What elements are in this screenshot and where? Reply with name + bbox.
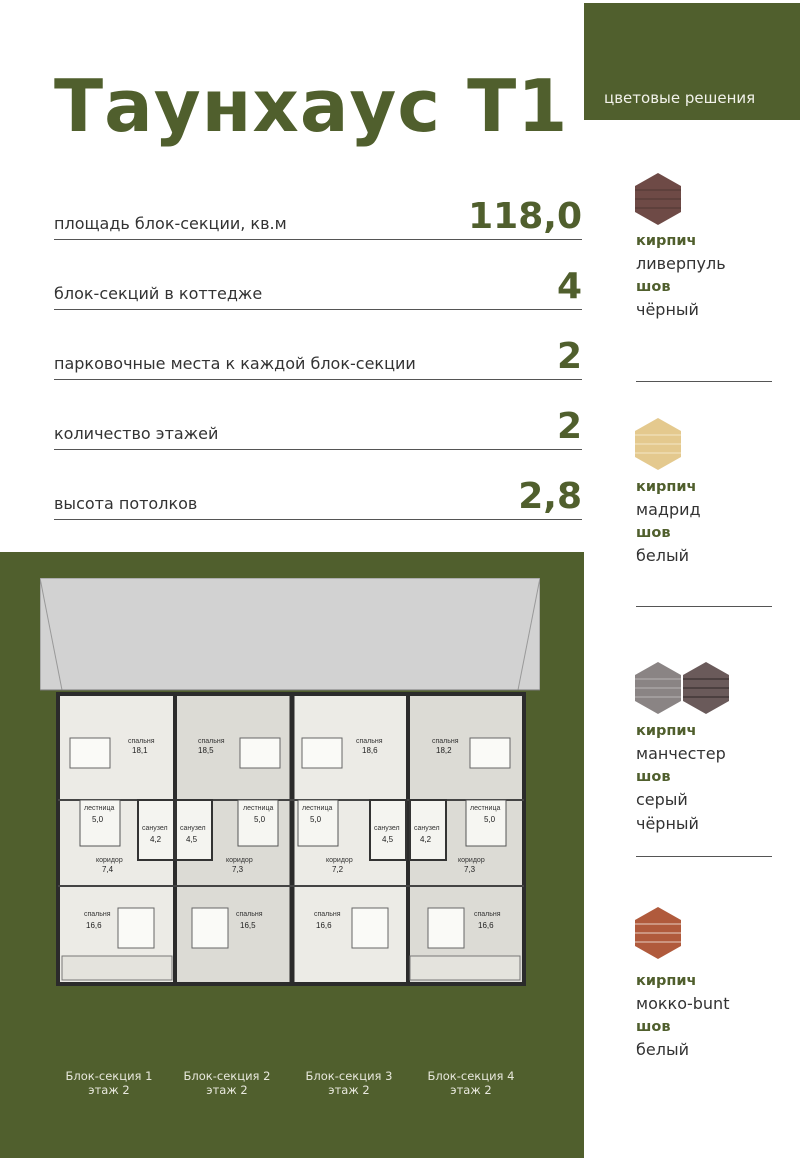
brick-swatch-mokko <box>635 907 681 959</box>
room-area: 18,5 <box>198 746 214 755</box>
room-label: спальня <box>128 738 155 745</box>
brick-value: ливерпуль <box>636 254 726 273</box>
room-area: 16,6 <box>478 921 494 930</box>
room-area: 18,6 <box>362 746 378 755</box>
room-label: коридор <box>226 857 253 864</box>
brick-swatch-manchester-grey <box>635 662 681 714</box>
section-floor: этаж 2 <box>88 1083 130 1097</box>
room-label: санузел <box>374 825 400 832</box>
section-name: Блок-секция 1 <box>65 1069 153 1083</box>
brick-swatch-liverpool <box>635 173 681 225</box>
room-area: 5,0 <box>254 815 266 824</box>
brick-key: кирпич <box>636 723 697 739</box>
material-1 <box>636 230 796 322</box>
seam-key: шов <box>636 769 671 785</box>
spec-label: парковочные места к каждой блок-секции <box>54 354 416 373</box>
divider <box>636 606 772 607</box>
seam-key: шов <box>636 525 671 541</box>
spec-value: 2,8 <box>518 476 582 517</box>
room-label: лестница <box>84 805 115 812</box>
section-name: Блок-секция 2 <box>183 1069 271 1083</box>
spec-value: 2 <box>556 336 582 377</box>
brick-value: мокко-bunt <box>636 994 730 1013</box>
room-label: спальня <box>84 911 111 918</box>
room-label: спальня <box>236 911 263 918</box>
room-label: санузел <box>180 825 206 832</box>
section-caption <box>294 1069 404 1097</box>
spec-value: 2 <box>556 406 582 447</box>
room-area: 5,0 <box>310 815 322 824</box>
room-label: лестница <box>243 805 274 812</box>
spec-row-area <box>54 196 582 240</box>
page-title: Таунхаус Т1 <box>54 64 569 148</box>
seam-value: серый <box>636 790 688 809</box>
room-area: 4,5 <box>186 835 198 844</box>
room-label: санузел <box>142 825 168 832</box>
section-name: Блок-секция 4 <box>427 1069 515 1083</box>
room-area: 4,5 <box>382 835 394 844</box>
spec-value: 118,0 <box>468 196 582 237</box>
color-solutions-header <box>584 3 800 120</box>
section-caption <box>416 1069 526 1097</box>
spec-value: 4 <box>556 266 582 307</box>
room-label: спальня <box>356 738 383 745</box>
material-2 <box>636 476 796 568</box>
room-label: лестница <box>302 805 333 812</box>
section-name: Блок-секция 3 <box>305 1069 393 1083</box>
room-area: 5,0 <box>484 815 496 824</box>
brick-key: кирпич <box>636 973 697 989</box>
section-caption <box>172 1069 282 1097</box>
spec-label: блок-секций в коттедже <box>54 284 263 303</box>
brick-swatch-madrid <box>635 418 681 470</box>
room-label: лестница <box>470 805 501 812</box>
room-area: 4,2 <box>150 835 162 844</box>
roof <box>40 578 540 690</box>
room-label: коридор <box>326 857 353 864</box>
seam-key: шов <box>636 1019 671 1035</box>
seam-value-2: чёрный <box>636 814 699 833</box>
seam-key: шов <box>636 279 671 295</box>
seam-value: чёрный <box>636 300 699 319</box>
room-area: 16,5 <box>240 921 256 930</box>
section-caption <box>54 1069 164 1097</box>
room-label: спальня <box>474 911 501 918</box>
spec-label: высота потолков <box>54 494 198 513</box>
brick-key: кирпич <box>636 233 697 249</box>
section-floor: этаж 2 <box>206 1083 248 1097</box>
room-area: 7,2 <box>332 865 344 874</box>
divider <box>636 381 772 382</box>
room-label: коридор <box>96 857 123 864</box>
room-area: 5,0 <box>92 815 104 824</box>
floor-plan <box>40 578 540 988</box>
spec-label: площадь блок-секции, кв.м <box>54 214 287 233</box>
room-label: санузел <box>414 825 440 832</box>
section-floor: этаж 2 <box>450 1083 492 1097</box>
room-label: коридор <box>458 857 485 864</box>
material-4 <box>636 970 796 1062</box>
seam-value: белый <box>636 1040 689 1059</box>
room-label: спальня <box>198 738 225 745</box>
room-area: 18,1 <box>132 746 148 755</box>
brick-swatch-manchester-dark <box>683 662 729 714</box>
brick-key: кирпич <box>636 479 697 495</box>
room-label: спальня <box>432 738 459 745</box>
spec-row-ceiling <box>54 476 582 520</box>
room-area: 7,3 <box>464 865 476 874</box>
room-area: 16,6 <box>316 921 332 930</box>
room-label: спальня <box>314 911 341 918</box>
room-area: 4,2 <box>420 835 432 844</box>
brick-value: манчестер <box>636 744 726 763</box>
spec-row-floors <box>54 406 582 450</box>
room-area: 18,2 <box>436 746 452 755</box>
spec-row-sections <box>54 266 582 310</box>
room-area: 7,4 <box>102 865 114 874</box>
seam-value: белый <box>636 546 689 565</box>
section-floor: этаж 2 <box>328 1083 370 1097</box>
room-area: 16,6 <box>86 921 102 930</box>
spec-row-parking <box>54 336 582 380</box>
color-solutions-label: цветовые решения <box>604 89 756 107</box>
brick-value: мадрид <box>636 500 701 519</box>
divider <box>636 856 772 857</box>
spec-label: количество этажей <box>54 424 219 443</box>
room-area: 7,3 <box>232 865 244 874</box>
material-3 <box>636 720 796 836</box>
